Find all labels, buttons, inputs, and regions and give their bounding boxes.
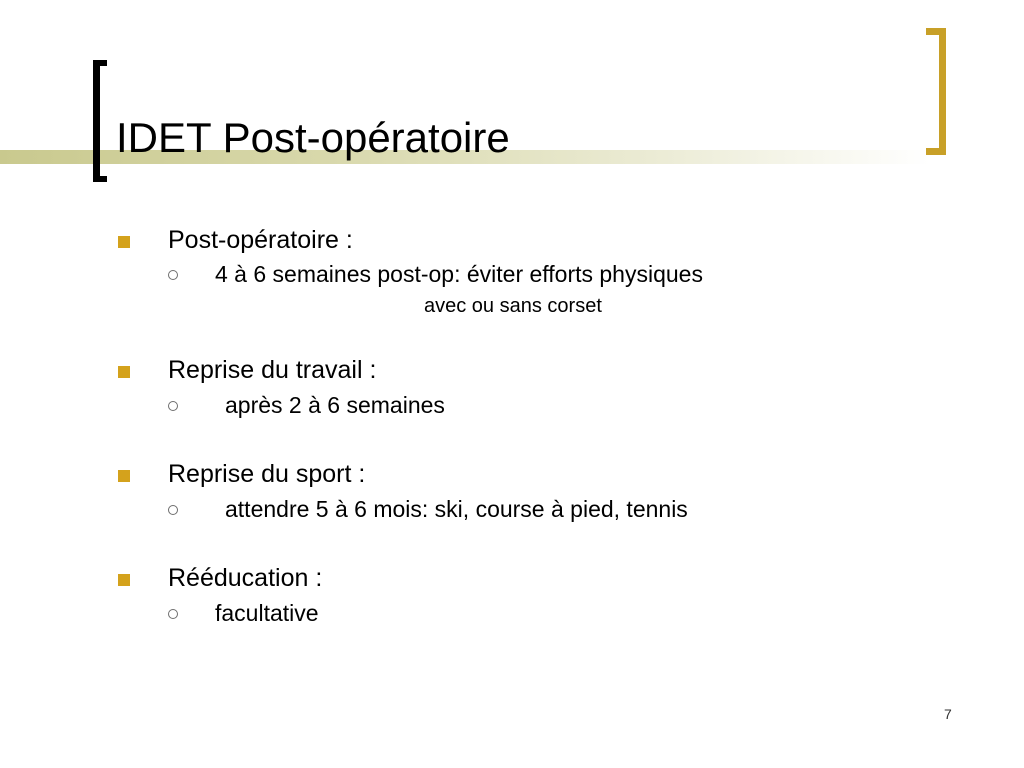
section-detail-continuation: avec ou sans corset (424, 295, 602, 317)
section-heading-post-operatoire: Post-opératoire : (168, 226, 353, 254)
square-bullet-icon (118, 470, 130, 482)
section-detail-reprise-sport: attendre 5 à 6 mois: ski, course à pied, tennis (225, 496, 688, 522)
slide-title: IDET Post-opératoire (116, 114, 510, 161)
section-detail-post-operatoire: 4 à 6 semaines post-op: éviter efforts physiques (215, 261, 703, 287)
square-bullet-icon (118, 366, 130, 378)
section-heading-reprise-sport: Reprise du sport : (168, 460, 366, 488)
circle-bullet-icon (168, 505, 178, 515)
section-detail-reprise-travail: après 2 à 6 semaines (225, 392, 445, 418)
page-number: 7 (944, 706, 952, 722)
circle-bullet-icon (168, 401, 178, 411)
section-heading-reprise-travail: Reprise du travail : (168, 356, 377, 384)
square-bullet-icon (118, 574, 130, 586)
section-detail-reeducation: facultative (215, 600, 319, 626)
square-bullet-icon (118, 236, 130, 248)
section-heading-reeducation: Rééducation : (168, 564, 323, 592)
circle-bullet-icon (168, 270, 178, 280)
circle-bullet-icon (168, 609, 178, 619)
